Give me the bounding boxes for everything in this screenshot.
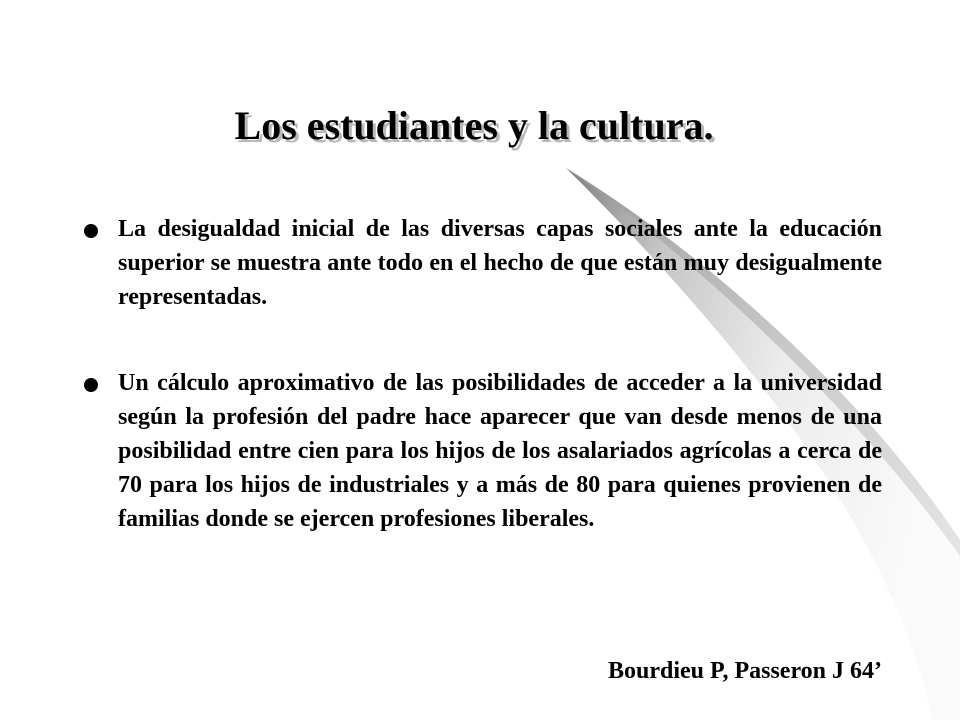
bullet-text-1: La desigualdad inicial de las diversas capas sociales ante la educación superior se muestra ante todo en el hecho de que están muy desigualmente representadas. [118,216,882,310]
bullet-item-1 [84,212,882,314]
bullet-text-2: Un cálculo aproximativo de las posibilidades de acceder a la universidad según la profesión del padre hace aparecer que van desde menos de una posibilidad entre cien para los hijos de los asalariados agrícolas a cerca de 70 para los hijos de industriales y a más de 80 para quienes provienen de familias donde se ejercen profesiones liberales. [118,370,882,532]
bullet-dot-icon [84,378,98,392]
citation: Bourdieu P, Passeron J 64’ [607,658,882,684]
slide-title-text: Los estudiantes y la cultura. [234,103,714,148]
slide-title [0,102,960,150]
bullet-item-2 [84,366,882,536]
bullet-dot-icon [84,224,98,238]
bullet-list [84,212,882,536]
